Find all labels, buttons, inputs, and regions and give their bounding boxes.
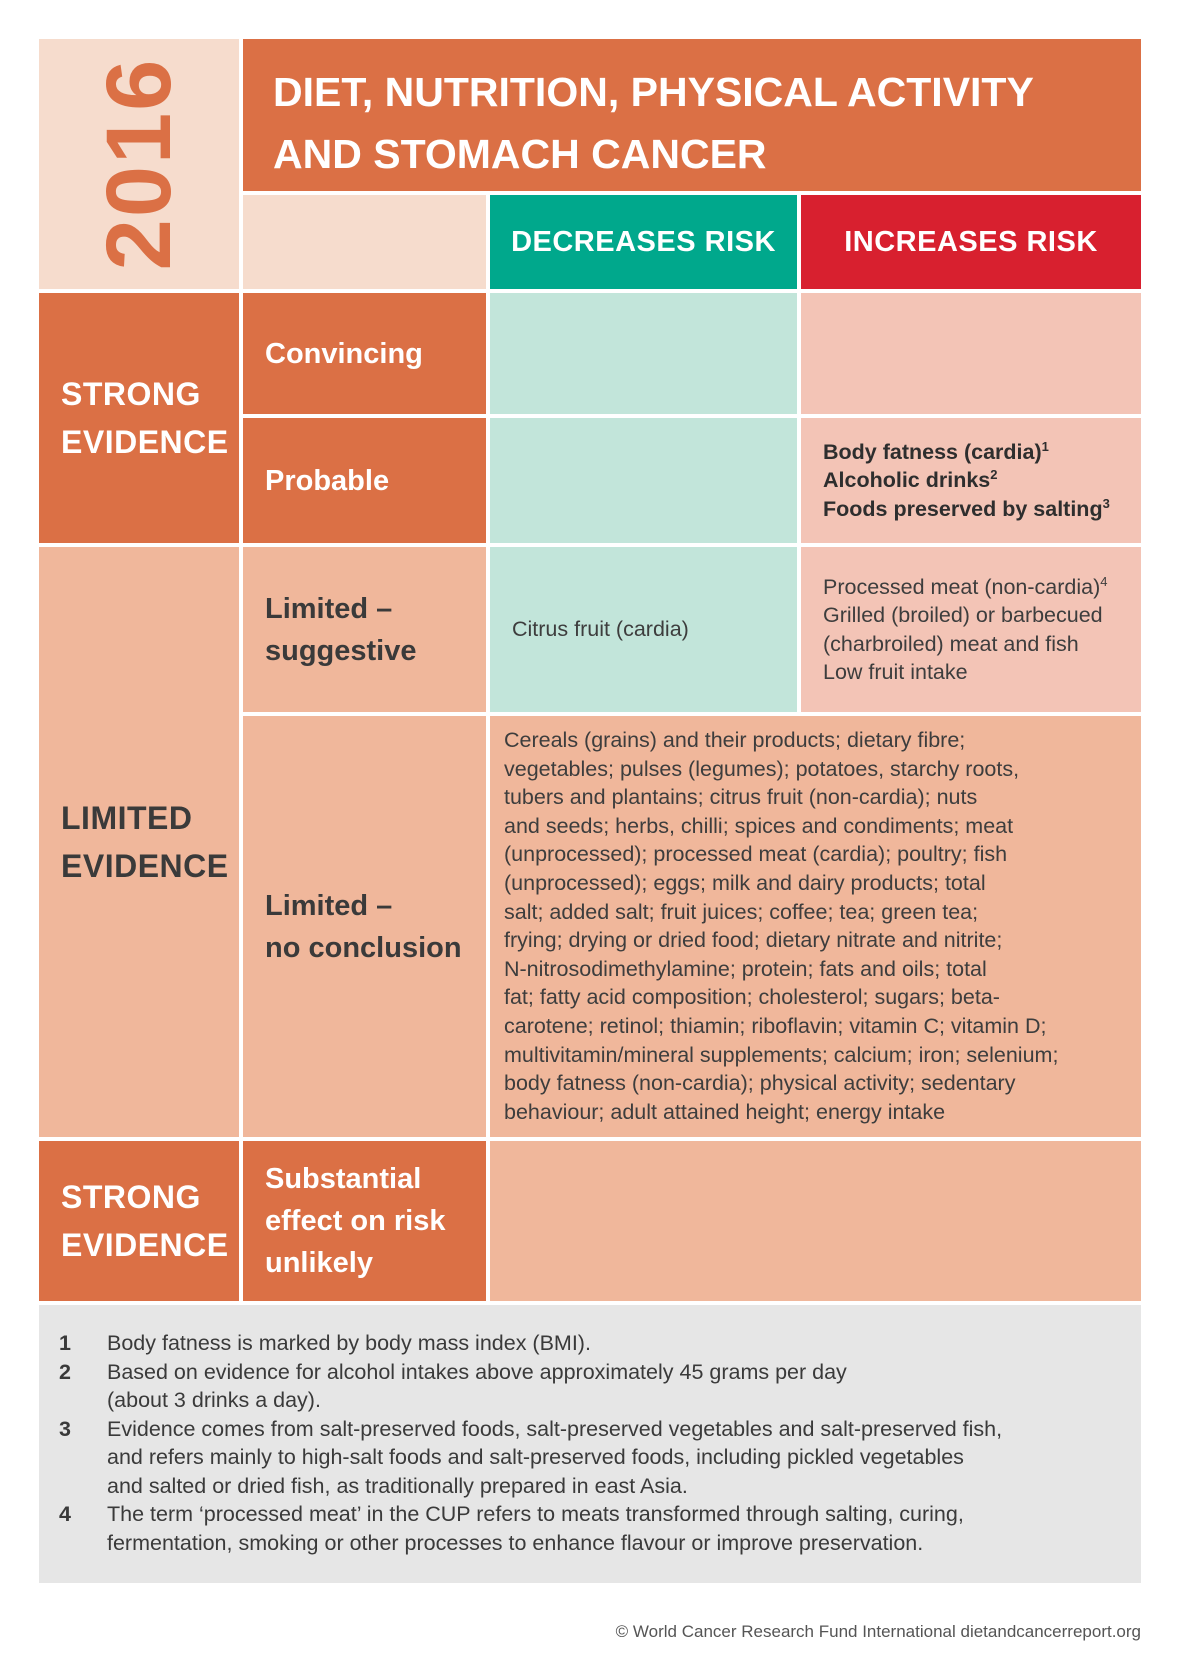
probable-decreases-cell: [490, 418, 797, 543]
no-conclusion-line: (unprocessed); processed meat (cardia); poultry; fish: [504, 842, 1008, 867]
footnote-marker: 2: [990, 467, 998, 483]
risk-item-text: Alcoholic drinks: [823, 468, 991, 493]
footnotes-panel: [39, 1305, 1141, 1583]
year-panel: [39, 39, 239, 289]
no-conclusion-line: behaviour; adult attained height; energy intake: [504, 1099, 946, 1124]
row-label-limited-no-conclusion: Limited – no conclusion: [243, 716, 486, 1137]
group-label: LIMITED EVIDENCE: [61, 800, 229, 884]
convincing-increases-cell: [801, 293, 1141, 414]
blank-header-cell: [243, 195, 486, 289]
no-conclusion-line: carotene; retinol; thiamin; riboflavin; vitamin C; vitamin D;: [504, 1013, 1047, 1038]
risk-item: [823, 630, 1141, 659]
no-conclusion-line: fat; fatty acid composition; cholesterol; sugars; beta-: [504, 985, 1000, 1010]
risk-item-text: Low fruit intake: [823, 660, 968, 684]
footnote-marker: 1: [1041, 438, 1049, 454]
footnote-text: fermentation, smoking or other processes to enhance flavour or improve preservation.: [107, 1530, 924, 1555]
footnote: [39, 1358, 1141, 1415]
footnote-number: 4: [59, 1502, 71, 1526]
no-conclusion-line: frying; drying or dried food; dietary nitrate and nitrite;: [504, 928, 1003, 953]
risk-item-text: Processed meat (non-cardia): [823, 574, 1101, 599]
year-label: 2016: [88, 57, 190, 271]
group-strong-evidence-bottom: [39, 1141, 239, 1301]
footnote: [39, 1500, 1141, 1557]
risk-item: [823, 658, 1141, 687]
group-strong-evidence-top: [39, 293, 239, 543]
footnote-marker: 4: [1100, 573, 1108, 589]
footnote-text: Evidence comes from salt-preserved foods, salt-preserved vegetables and salt-preserved fish,: [107, 1416, 1003, 1441]
footnote-text: and refers mainly to high-salt foods and salt-preserved foods, including pickled vegetables: [107, 1445, 964, 1469]
footnote-number: 3: [59, 1416, 71, 1441]
title-line-1: DIET, NUTRITION, PHYSICAL ACTIVITY: [273, 69, 1034, 115]
no-conclusion-line: N-nitrosodimethylamine; protein; fats and oils; total: [504, 956, 987, 981]
convincing-decreases-cell: [490, 293, 797, 414]
increases-risk-header: INCREASES RISK: [801, 195, 1141, 289]
risk-item-text: Foods preserved by salting: [823, 496, 1103, 521]
footnote-text: The term ‘processed meat’ in the CUP refers to meats transformed through salting, curing,: [107, 1502, 964, 1526]
substantial-cell: [490, 1141, 1141, 1301]
footnote-number: 1: [59, 1331, 71, 1355]
row-label-limited-suggestive: Limited – suggestive: [243, 547, 486, 712]
footnote-text: (about 3 drinks a day).: [107, 1388, 321, 1412]
decreases-item: Citrus fruit (cardia): [512, 617, 689, 642]
copyright-footer: © World Cancer Research Fund International dietandcancerreport.org: [615, 1622, 1141, 1641]
footnote: [39, 1329, 1141, 1358]
limited-no-conclusion-cell: [490, 716, 1141, 1137]
limited-suggestive-increases-cell: [801, 547, 1141, 712]
no-conclusion-line: salt; added salt; fruit juices; coffee; tea; green tea;: [504, 899, 979, 924]
row-label-substantial: Substantial effect on risk unlikely: [243, 1141, 486, 1301]
footnote-text: and salted or dried fish, as traditionally prepared in east Asia.: [107, 1473, 688, 1498]
probable-increases-cell: [801, 418, 1141, 543]
no-conclusion-line: (unprocessed); eggs; milk and dairy products; total: [504, 870, 986, 895]
decreases-risk-header: DECREASES RISK: [490, 195, 797, 289]
risk-item-text: Body fatness (cardia): [823, 439, 1042, 464]
title-bar: [243, 39, 1141, 191]
risk-item: [823, 573, 1141, 602]
risk-item: [823, 466, 1141, 495]
risk-item: [823, 495, 1141, 524]
no-conclusion-line: tubers and plantains; citrus fruit (non-cardia); nuts: [504, 785, 978, 810]
footnote-text: Based on evidence for alcohol intakes above approximately 45 grams per day: [107, 1359, 847, 1384]
footnote: [39, 1415, 1141, 1501]
no-conclusion-line: vegetables; pulses (legumes); potatoes, starchy roots,: [504, 756, 1020, 781]
no-conclusion-line: and seeds; herbs, chilli; spices and condiments; meat: [504, 813, 1014, 838]
footnote-text: Body fatness is marked by body mass index (BMI).: [107, 1331, 591, 1355]
row-label-probable: Probable: [243, 418, 486, 543]
no-conclusion-line: multivitamin/mineral supplements; calcium; iron; selenium;: [504, 1042, 1059, 1067]
group-limited-evidence: [39, 547, 239, 1137]
footnote-marker: 3: [1102, 495, 1110, 511]
no-conclusion-line: Cereals (grains) and their products; dietary fibre;: [504, 728, 966, 752]
risk-item: [823, 438, 1141, 467]
group-label: STRONG EVIDENCE: [61, 376, 229, 460]
title-line-2: AND STOMACH CANCER: [273, 131, 767, 177]
group-label: STRONG EVIDENCE: [61, 1179, 229, 1263]
row-label-convincing: Convincing: [243, 293, 486, 414]
no-conclusion-line: body fatness (non-cardia); physical activity; sedentary: [504, 1071, 1016, 1096]
risk-item-text: Grilled (broiled) or barbecued: [823, 603, 1103, 627]
footnote-number: 2: [59, 1359, 71, 1384]
risk-item-text: (charbroiled) meat and fish: [823, 631, 1079, 656]
risk-item: [823, 601, 1141, 630]
limited-suggestive-decreases-cell: [490, 547, 797, 712]
